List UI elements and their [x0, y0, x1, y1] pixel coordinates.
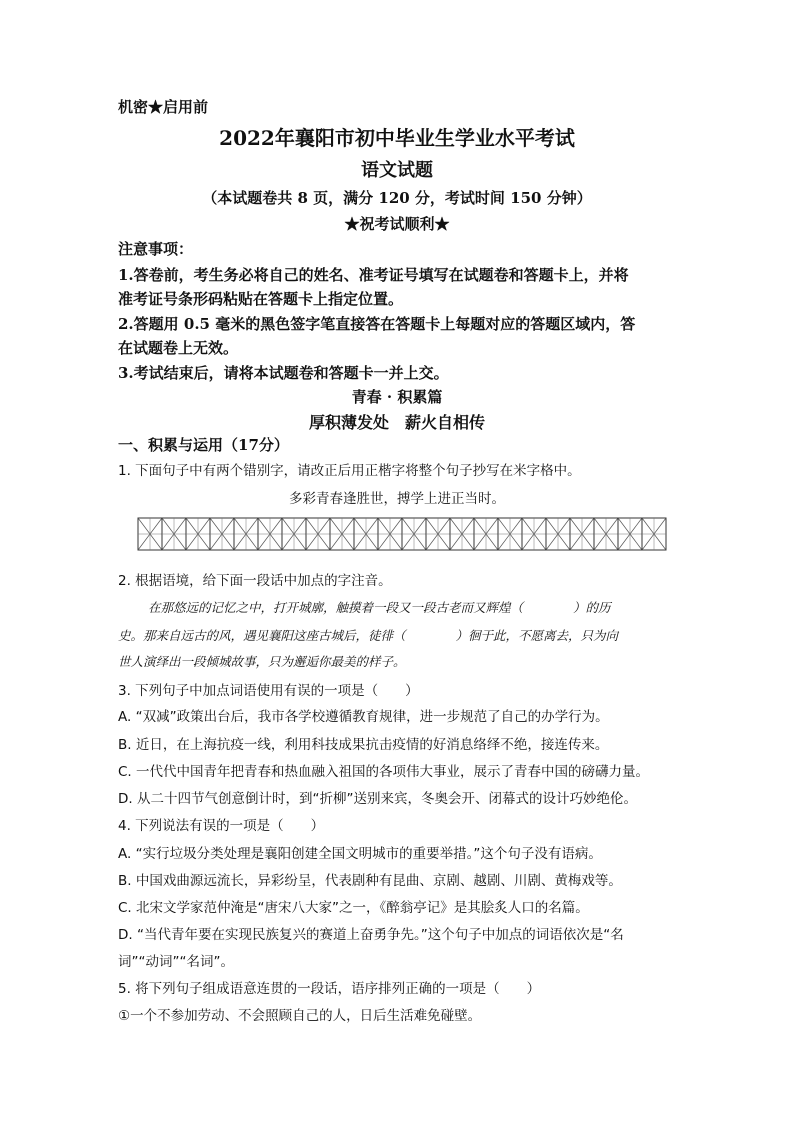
- q2-passage-line: 史。那来自远古的风，遇见襄阳这座古城后，徒徘（ ）徊于此，不愿离去，只为向: [118, 628, 619, 643]
- q4-option: C. 北宋文学家范仲淹是“唐宋八大家”之一，《醉翁亭记》是其脍炙人口的名篇。: [118, 900, 589, 916]
- blessing-line: ★祝考试顺利★: [344, 215, 450, 233]
- mi-grid-svg: [137, 517, 669, 551]
- notes-title: 注意事项：: [118, 240, 194, 258]
- section-motto: 厚积薄发处 薪火自相传: [308, 413, 485, 432]
- q4-option: B. 中国戏曲源远流长，异彩纷呈，代表剧种有昆曲、京剧、越剧、川剧、黄梅戏等。: [118, 873, 622, 889]
- q3-option: A. “双减”政策出台后，我市各学校遵循教育规律，进一步规范了自己的办学行为。: [118, 709, 609, 725]
- exam-info: （本试题卷共 8 页，满分 120 分，考试时间 150 分钟）: [202, 189, 592, 207]
- q4-option: D. “当代青年要在实现民族复兴的赛道上奋勇争先。”这个句子中加点的词语依次是“名: [118, 927, 624, 943]
- note-item: 在试题卷上无效。: [118, 339, 239, 357]
- q5-stem: 5. 将下列句子组成语意连贯的一段话，语序排列正确的一项是（ ）: [118, 981, 541, 997]
- q2-stem: 2. 根据语境，给下面一段话中加点的字注音。: [118, 573, 392, 589]
- q2-passage-line: 在那悠远的记忆之中，打开城廓，触摸着一段又一段古老而又辉煌（ ）的历: [148, 600, 611, 615]
- q3-option: B. 近日，在上海抗疫一线，利用科技成果抗击疫情的好消息络绎不绝，接连传来。: [118, 737, 609, 753]
- note-item: 3.考试结束后，请将本试题卷和答题卡一并上交。: [118, 364, 449, 382]
- q3-stem: 3. 下列句子中加点词语使用有误的一项是（ ）: [118, 683, 419, 699]
- exam-title: 2022年襄阳市初中毕业生学业水平考试: [219, 126, 575, 150]
- q3-option: D. 从二十四节气创意倒计时，到“折柳”送别来宾，冬奥会开、闭幕式的设计巧妙绝伦。: [118, 791, 637, 807]
- q4-option: A. “实行垃圾分类处理是襄阳创建全国文明城市的重要举措。”这个句子没有语病。: [118, 846, 602, 862]
- note-item: 1.答卷前，考生务必将自己的姓名、准考证号填写在试题卷和答题卡上，并将: [118, 266, 629, 284]
- q5-option: ①一个不参加劳动、不会照顾自己的人，日后生活难免碰壁。: [118, 1008, 482, 1024]
- note-item: 2.答题用 0.5 毫米的黑色签字笔直接答在答题卡上每题对应的答题区域内，答: [118, 315, 636, 333]
- mi-grid: [137, 517, 669, 551]
- q2-passage-line: 世人演绎出一段倾城故事，只为邂逅你最美的样子。: [118, 654, 406, 669]
- q1-stem: 1. 下面句子中有两个错别字，请改正后用正楷字将整个句子抄写在米字格中。: [118, 463, 581, 479]
- confidential-label: 机密★启用前: [118, 98, 209, 116]
- subject-title: 语文试题: [361, 160, 433, 181]
- section-title: 青春 · 积累篇: [351, 388, 443, 406]
- q3-option: C. 一代代中国青年把青春和热血融入祖国的各项伟大事业，展示了青春中国的磅礴力量。: [118, 764, 650, 780]
- q4-option-continued: 词”“动词”“名词”。: [118, 954, 234, 970]
- note-item: 准考证号条形码粘贴在答题卡上指定位置。: [118, 290, 404, 308]
- part-heading: 一、积累与运用（17分）: [118, 436, 289, 454]
- q4-stem: 4. 下列说法有误的一项是（ ）: [118, 818, 325, 834]
- q1-sentence: 多彩青春逢胜世，搏学上进正当时。: [289, 491, 505, 507]
